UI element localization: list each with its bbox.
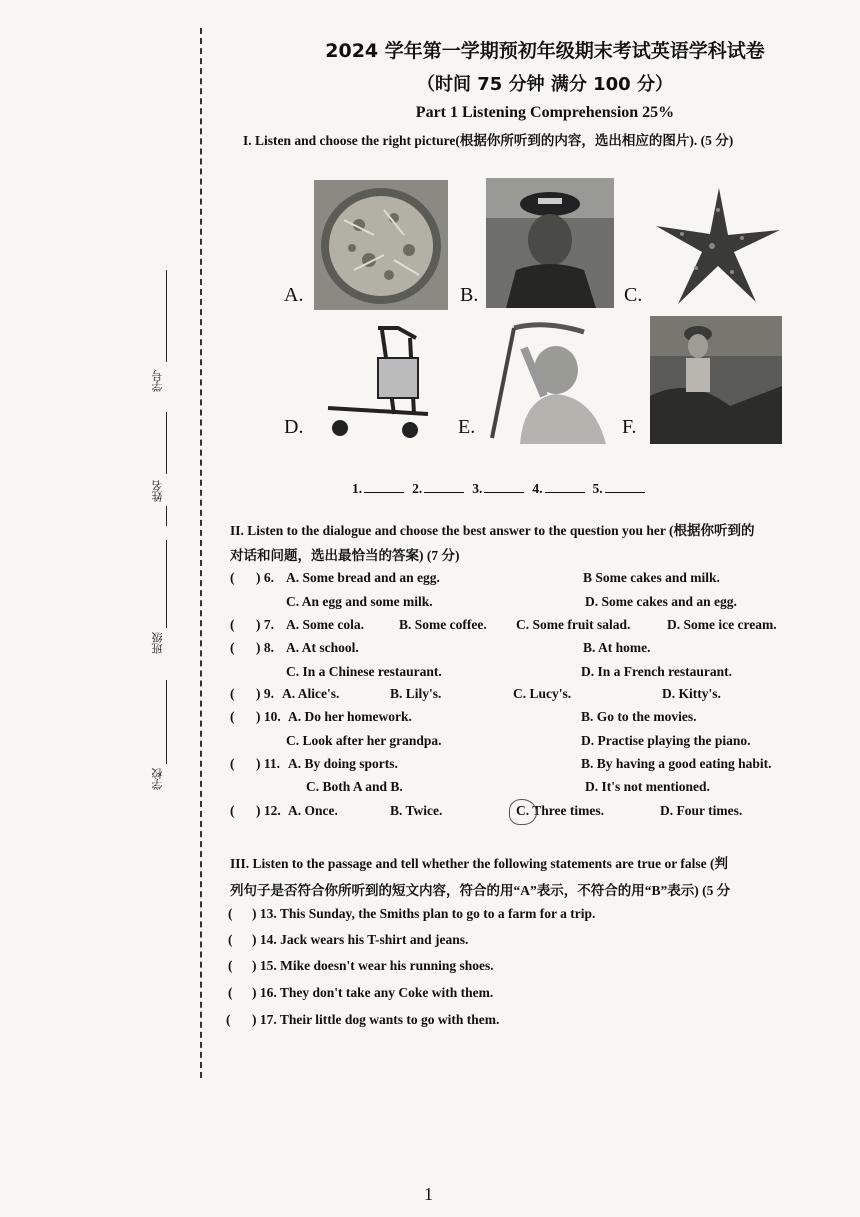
option-c: C. Both A and B. [306,779,403,794]
option-b: B. Twice. [390,803,443,818]
question-number: ) 10. [256,709,281,724]
class-field[interactable] [150,540,180,670]
luggage-cart-photo-icon [318,318,438,442]
page-number: 1 [424,1184,433,1204]
option-c: C. Look after her grandpa. [286,733,442,748]
question-number: ) 9. [256,686,274,701]
class-label: 班级 [151,632,164,654]
option-c: C. Lucy's. [513,686,572,701]
option-c: C. Some fruit salad. [516,617,631,632]
policeman-photo-icon [486,178,614,308]
exam-title: 2024 学年第一学期预初年级期末考试英语学科试卷 [325,40,765,62]
statement-16: ) 16. They don't take any Coke with them. [252,985,494,1000]
option-d: D. Some cakes and an egg. [585,594,737,609]
name-label: 姓名 [151,480,164,502]
horse-rider-photo-icon [650,316,782,444]
section3-instruction-line1: III. Listen to the passage and tell whether the following statements are true or false (判 [230,856,728,871]
statement-15: ) 15. Mike doesn't wear his running shoes. [252,958,494,973]
school-label: 学校 [151,768,164,790]
option-a: A. Some bread and an egg. [286,570,440,585]
option-d: D. Practise playing the piano. [581,733,751,748]
picture-answer-blanks [352,481,653,497]
answer-blank-2[interactable] [424,492,464,493]
option-a: A. Do her homework. [288,709,412,724]
question-number: ) 6. [256,570,274,585]
blank-label-4: 4. [532,481,543,496]
section2-instruction-line2: 对话和问题，选出最恰当的答案) (7 分) [230,548,460,563]
answer-paren[interactable]: ( [230,640,235,655]
option-a: A. At school. [286,640,359,655]
option-b: B. Go to the movies. [581,709,697,724]
section2-instruction-line1: II. Listen to the dialogue and choose the best answer to the question you her (根据你听到的 [230,523,755,538]
option-b: B. By having a good eating habit. [581,756,772,771]
option-d: D. Four times. [660,803,743,818]
option-d: D. Some ice cream. [667,617,777,632]
answer-paren[interactable]: ( [228,958,233,973]
section1-instruction: I. Listen and choose the right picture(根据你所听到的内容，选出相应的图片). (5 分) [243,133,734,148]
answer-paren[interactable]: ( [228,985,233,1000]
statement-17: ) 17. Their little dog wants to go with them. [252,1012,500,1027]
blank-label-5: 5. [592,481,603,496]
picture-letter-c: C. [624,284,643,306]
answer-paren[interactable]: ( [230,686,235,701]
answer-paren[interactable]: ( [230,803,235,818]
picture-letter-a: A. [284,284,304,306]
starfish-photo-icon [652,180,786,310]
option-a: A. Alice's. [282,686,340,701]
question-number: ) 11. [256,756,281,771]
option-d: D. It's not mentioned. [585,779,710,794]
student-number-field[interactable] [150,270,180,400]
picture-letter-f: F. [622,416,637,438]
part-heading: Part 1 Listening Comprehension 25% [415,104,675,121]
answer-paren[interactable]: ( [230,617,235,632]
picture-letter-d: D. [284,416,304,438]
child-shower-photo-icon [484,318,614,444]
blank-label-1: 1. [352,481,363,496]
section3-instruction-line2: 列句子是否符合你所听到的短文内容，符合的用“A”表示，不符合的用“B”表示) (5 分 [230,883,731,898]
option-b: B. At home. [583,640,651,655]
option-c: C. In a Chinese restaurant. [286,664,442,679]
school-field[interactable] [150,680,180,800]
question-number: ) 7. [256,617,274,632]
option-a: A. By doing sports. [288,756,398,771]
answer-blank-4[interactable] [545,492,585,493]
option-d: D. Kitty's. [662,686,721,701]
exam-subtitle: （时间 75 分钟 满分 100 分） [417,74,673,95]
answer-paren[interactable]: ( [226,1012,231,1027]
answer-paren[interactable]: ( [230,570,235,585]
option-b: B. Lily's. [390,686,442,701]
answer-paren[interactable]: ( [230,709,235,724]
option-d: D. In a French restaurant. [581,664,732,679]
option-a: A. Once. [288,803,338,818]
blank-label-3: 3. [472,481,483,496]
blank-label-2: 2. [412,481,423,496]
option-c: C. Three times. [516,803,604,818]
binding-dashed-line [200,28,202,1078]
question-number: ) 12. [256,803,281,818]
statement-14: ) 14. Jack wears his T-shirt and jeans. [252,932,469,947]
answer-blank-1[interactable] [364,492,404,493]
picture-letter-e: E. [458,416,476,438]
answer-paren[interactable]: ( [230,756,235,771]
option-c: C. An egg and some milk. [286,594,433,609]
option-b: B Some cakes and milk. [583,570,720,585]
name-field[interactable] [150,420,180,530]
picture-letter-b: B. [460,284,479,306]
answer-blank-5[interactable] [605,492,645,493]
answer-paren[interactable]: ( [228,932,233,947]
statement-13: ) 13. This Sunday, the Smiths plan to go to a farm for a trip. [252,906,596,921]
option-b: B. Some coffee. [399,617,487,632]
answer-paren[interactable]: ( [228,906,233,921]
student-number-label: 学号 [151,370,164,392]
question-number: ) 8. [256,640,274,655]
answer-blank-3[interactable] [484,492,524,493]
option-a: A. Some cola. [286,617,364,632]
handwritten-circle-mark [509,799,537,825]
pizza-photo-icon [314,180,448,310]
